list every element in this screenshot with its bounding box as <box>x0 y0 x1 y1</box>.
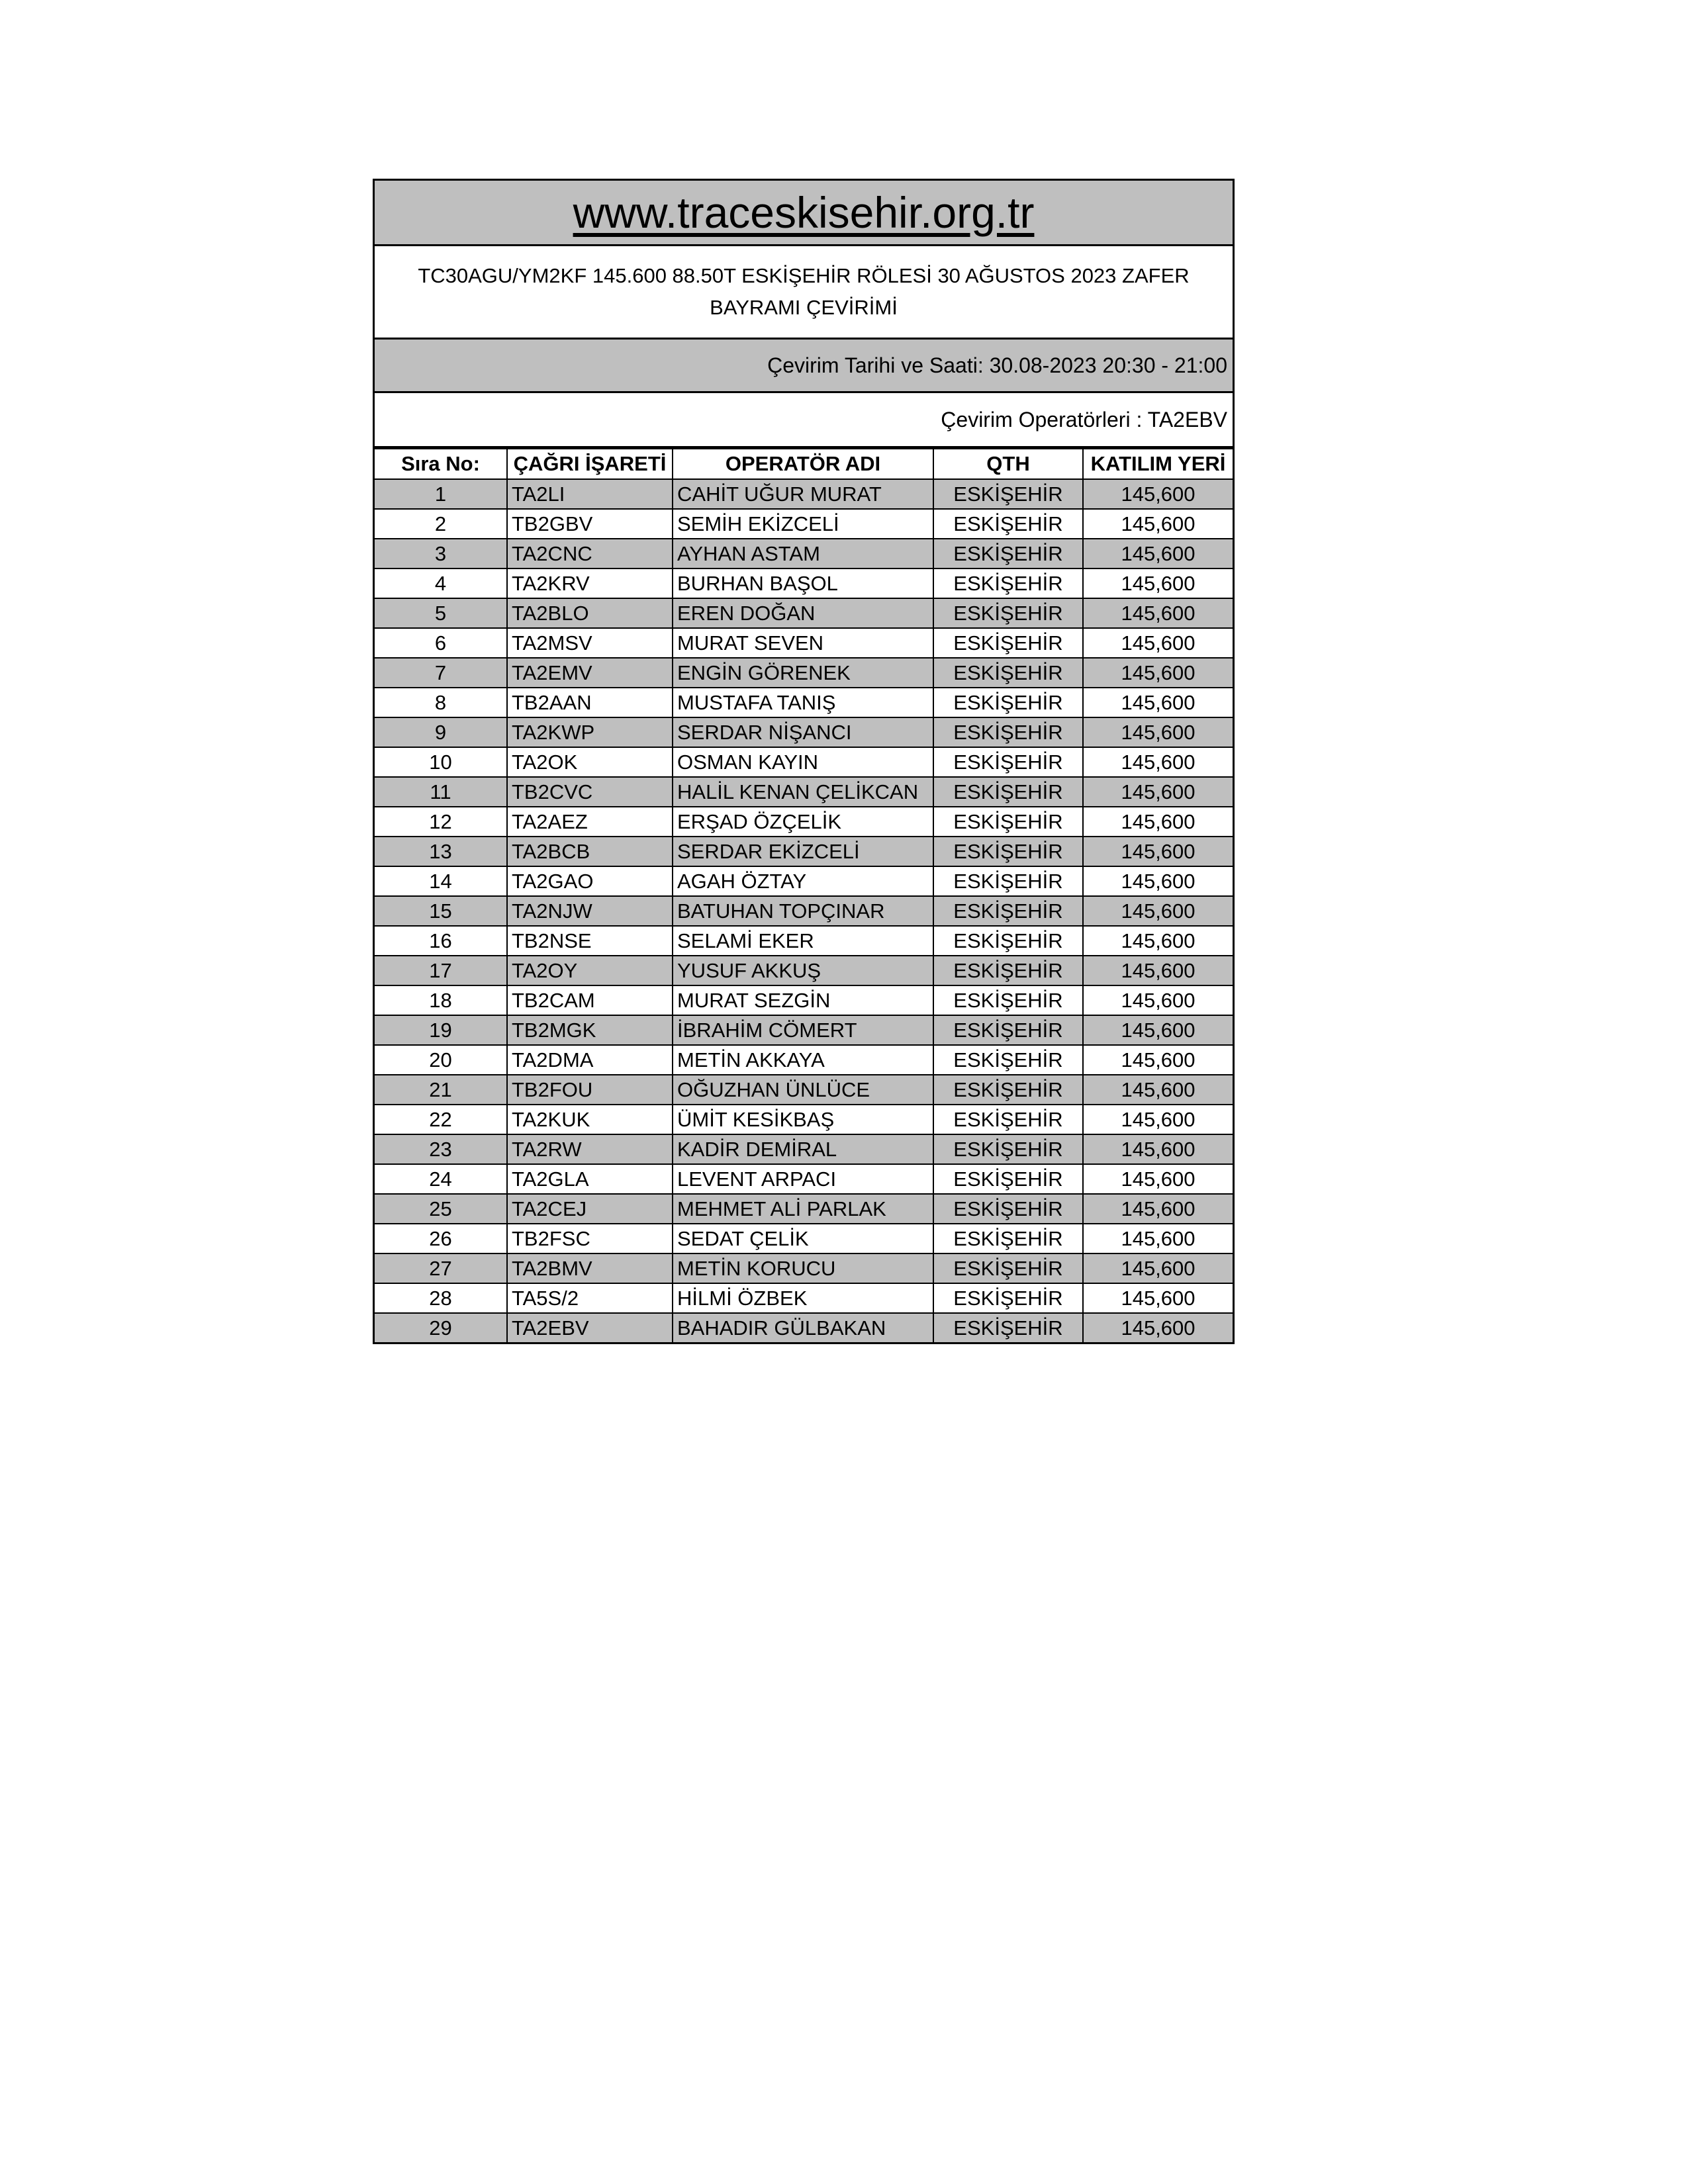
row-participation-cell: 145,600 <box>1083 807 1233 837</box>
row-operator-name-cell: SEDAT ÇELİK <box>673 1224 933 1253</box>
row-order-cell: 20 <box>375 1045 507 1075</box>
row-qth-cell: ESKİŞEHİR <box>933 1253 1083 1283</box>
table-row <box>375 569 1233 598</box>
row-participation-cell: 145,600 <box>1083 1194 1233 1224</box>
row-operator-name-cell: MEHMET ALİ PARLAK <box>673 1194 933 1224</box>
row-participation-cell: 145,600 <box>1083 777 1233 807</box>
row-order-cell: 7 <box>375 658 507 688</box>
column-header-order: Sıra No: <box>375 449 507 479</box>
row-participation-cell: 145,600 <box>1083 985 1233 1015</box>
row-qth-cell: ESKİŞEHİR <box>933 985 1083 1015</box>
row-operator-name-cell: HALİL KENAN ÇELİKCAN <box>673 777 933 807</box>
row-callsign-cell: TB2AAN <box>507 688 673 717</box>
table-row <box>375 688 1233 717</box>
row-operator-name-cell: METİN KORUCU <box>673 1253 933 1283</box>
row-qth-cell: ESKİŞEHİR <box>933 747 1083 777</box>
row-participation-cell: 145,600 <box>1083 658 1233 688</box>
table-row <box>375 956 1233 985</box>
row-callsign-cell: TB2CVC <box>507 777 673 807</box>
row-operator-name-cell: SERDAR EKİZCELİ <box>673 837 933 866</box>
table-row <box>375 598 1233 628</box>
table-row <box>375 807 1233 837</box>
row-order-cell: 5 <box>375 598 507 628</box>
row-qth-cell: ESKİŞEHİR <box>933 569 1083 598</box>
net-date-time: Çevirim Tarihi ve Saati: 30.08-2023 20:30 - 21:00 <box>375 340 1233 393</box>
table-row <box>375 1313 1233 1342</box>
table-row <box>375 539 1233 569</box>
row-participation-cell: 145,600 <box>1083 1075 1233 1105</box>
row-participation-cell: 145,600 <box>1083 837 1233 866</box>
row-operator-name-cell: HİLMİ ÖZBEK <box>673 1283 933 1313</box>
row-qth-cell: ESKİŞEHİR <box>933 807 1083 837</box>
net-operators: Çevirim Operatörleri : TA2EBV <box>375 393 1233 448</box>
row-callsign-cell: TB2FOU <box>507 1075 673 1105</box>
row-participation-cell: 145,600 <box>1083 956 1233 985</box>
table-row <box>375 1253 1233 1283</box>
row-callsign-cell: TB2FSC <box>507 1224 673 1253</box>
row-callsign-cell: TB2MGK <box>507 1015 673 1045</box>
column-header-qth: QTH <box>933 449 1083 479</box>
row-operator-name-cell: MURAT SEZGİN <box>673 985 933 1015</box>
row-participation-cell: 145,600 <box>1083 1224 1233 1253</box>
row-operator-name-cell: AYHAN ASTAM <box>673 539 933 569</box>
row-participation-cell: 145,600 <box>1083 1015 1233 1045</box>
row-callsign-cell: TA2EMV <box>507 658 673 688</box>
table-row <box>375 777 1233 807</box>
row-operator-name-cell: İBRAHİM CÖMERT <box>673 1015 933 1045</box>
row-callsign-cell: TB2NSE <box>507 926 673 956</box>
row-qth-cell: ESKİŞEHİR <box>933 1075 1083 1105</box>
row-operator-name-cell: ÜMİT KESİKBAŞ <box>673 1105 933 1134</box>
table-row <box>375 479 1233 509</box>
row-operator-name-cell: OSMAN KAYIN <box>673 747 933 777</box>
row-operator-name-cell: MUSTAFA TANIŞ <box>673 688 933 717</box>
row-callsign-cell: TA2KUK <box>507 1105 673 1134</box>
row-operator-name-cell: BURHAN BAŞOL <box>673 569 933 598</box>
row-callsign-cell: TA2CNC <box>507 539 673 569</box>
row-participation-cell: 145,600 <box>1083 1045 1233 1075</box>
net-subtitle: TC30AGU/YM2KF 145.600 88.50T ESKİŞEHİR RÖLESİ 30 AĞUSTOS 2023 ZAFER BAYRAMI ÇEVİRİMİ <box>375 246 1233 340</box>
row-participation-cell: 145,600 <box>1083 688 1233 717</box>
table-body <box>375 479 1233 1342</box>
row-participation-cell: 145,600 <box>1083 1253 1233 1283</box>
row-callsign-cell: TA2AEZ <box>507 807 673 837</box>
row-operator-name-cell: SEMİH EKİZCELİ <box>673 509 933 539</box>
row-order-cell: 23 <box>375 1134 507 1164</box>
row-participation-cell: 145,600 <box>1083 479 1233 509</box>
row-qth-cell: ESKİŞEHİR <box>933 1045 1083 1075</box>
row-participation-cell: 145,600 <box>1083 569 1233 598</box>
row-order-cell: 25 <box>375 1194 507 1224</box>
row-callsign-cell: TA2CEJ <box>507 1194 673 1224</box>
table-row <box>375 1283 1233 1313</box>
table-row <box>375 1105 1233 1134</box>
row-order-cell: 17 <box>375 956 507 985</box>
row-qth-cell: ESKİŞEHİR <box>933 926 1083 956</box>
row-qth-cell: ESKİŞEHİR <box>933 628 1083 658</box>
row-qth-cell: ESKİŞEHİR <box>933 1015 1083 1045</box>
row-order-cell: 6 <box>375 628 507 658</box>
row-callsign-cell: TA2KWP <box>507 717 673 747</box>
row-order-cell: 22 <box>375 1105 507 1134</box>
row-callsign-cell: TA2GLA <box>507 1164 673 1194</box>
row-callsign-cell: TA2BLO <box>507 598 673 628</box>
row-qth-cell: ESKİŞEHİR <box>933 539 1083 569</box>
table-row <box>375 926 1233 956</box>
table-header-row <box>375 449 1233 479</box>
table-row <box>375 1194 1233 1224</box>
row-participation-cell: 145,600 <box>1083 747 1233 777</box>
row-qth-cell: ESKİŞEHİR <box>933 777 1083 807</box>
row-qth-cell: ESKİŞEHİR <box>933 896 1083 926</box>
row-order-cell: 9 <box>375 717 507 747</box>
row-qth-cell: ESKİŞEHİR <box>933 1224 1083 1253</box>
row-qth-cell: ESKİŞEHİR <box>933 658 1083 688</box>
table-row <box>375 985 1233 1015</box>
website-title[interactable]: www.traceskisehir.org.tr <box>375 181 1233 246</box>
row-order-cell: 19 <box>375 1015 507 1045</box>
table-row <box>375 1015 1233 1045</box>
row-qth-cell: ESKİŞEHİR <box>933 598 1083 628</box>
row-order-cell: 16 <box>375 926 507 956</box>
row-order-cell: 8 <box>375 688 507 717</box>
row-participation-cell: 145,600 <box>1083 926 1233 956</box>
row-participation-cell: 145,600 <box>1083 1283 1233 1313</box>
column-header-operator-name: OPERATÖR ADI <box>673 449 933 479</box>
table-row <box>375 509 1233 539</box>
row-participation-cell: 145,600 <box>1083 1134 1233 1164</box>
row-order-cell: 2 <box>375 509 507 539</box>
row-callsign-cell: TA2NJW <box>507 896 673 926</box>
row-qth-cell: ESKİŞEHİR <box>933 1283 1083 1313</box>
row-callsign-cell: TA2OY <box>507 956 673 985</box>
row-callsign-cell: TA2GAO <box>507 866 673 896</box>
row-qth-cell: ESKİŞEHİR <box>933 479 1083 509</box>
row-participation-cell: 145,600 <box>1083 598 1233 628</box>
row-callsign-cell: TA2BMV <box>507 1253 673 1283</box>
row-participation-cell: 145,600 <box>1083 1105 1233 1134</box>
row-qth-cell: ESKİŞEHİR <box>933 866 1083 896</box>
row-operator-name-cell: MURAT SEVEN <box>673 628 933 658</box>
row-order-cell: 13 <box>375 837 507 866</box>
column-header-participation: KATILIM YERİ <box>1083 449 1233 479</box>
row-order-cell: 3 <box>375 539 507 569</box>
row-operator-name-cell: SERDAR NİŞANCI <box>673 717 933 747</box>
row-operator-name-cell: BATUHAN TOPÇINAR <box>673 896 933 926</box>
row-participation-cell: 145,600 <box>1083 1313 1233 1342</box>
row-operator-name-cell: YUSUF AKKUŞ <box>673 956 933 985</box>
row-order-cell: 26 <box>375 1224 507 1253</box>
row-qth-cell: ESKİŞEHİR <box>933 1164 1083 1194</box>
table-row <box>375 717 1233 747</box>
row-participation-cell: 145,600 <box>1083 509 1233 539</box>
row-order-cell: 4 <box>375 569 507 598</box>
column-header-callsign: ÇAĞRI İŞARETİ <box>507 449 673 479</box>
row-operator-name-cell: OĞUZHAN ÜNLÜCE <box>673 1075 933 1105</box>
row-participation-cell: 145,600 <box>1083 628 1233 658</box>
table-row <box>375 628 1233 658</box>
row-participation-cell: 145,600 <box>1083 539 1233 569</box>
table-row <box>375 1134 1233 1164</box>
table-row <box>375 658 1233 688</box>
row-qth-cell: ESKİŞEHİR <box>933 509 1083 539</box>
table-row <box>375 1045 1233 1075</box>
table-row <box>375 837 1233 866</box>
row-qth-cell: ESKİŞEHİR <box>933 1105 1083 1134</box>
row-participation-cell: 145,600 <box>1083 717 1233 747</box>
row-order-cell: 10 <box>375 747 507 777</box>
row-callsign-cell: TA2EBV <box>507 1313 673 1342</box>
row-qth-cell: ESKİŞEHİR <box>933 1134 1083 1164</box>
row-operator-name-cell: AGAH ÖZTAY <box>673 866 933 896</box>
row-qth-cell: ESKİŞEHİR <box>933 956 1083 985</box>
row-order-cell: 14 <box>375 866 507 896</box>
row-participation-cell: 145,600 <box>1083 1164 1233 1194</box>
row-order-cell: 11 <box>375 777 507 807</box>
row-order-cell: 24 <box>375 1164 507 1194</box>
row-order-cell: 1 <box>375 479 507 509</box>
net-log-sheet <box>373 179 1235 1344</box>
table-row <box>375 896 1233 926</box>
row-operator-name-cell: SELAMİ EKER <box>673 926 933 956</box>
row-order-cell: 12 <box>375 807 507 837</box>
row-callsign-cell: TA2LI <box>507 479 673 509</box>
row-order-cell: 27 <box>375 1253 507 1283</box>
row-operator-name-cell: KADİR DEMİRAL <box>673 1134 933 1164</box>
row-order-cell: 28 <box>375 1283 507 1313</box>
row-operator-name-cell: ERŞAD ÖZÇELİK <box>673 807 933 837</box>
table-row <box>375 866 1233 896</box>
table-row <box>375 1075 1233 1105</box>
row-callsign-cell: TA2MSV <box>507 628 673 658</box>
row-operator-name-cell: CAHİT UĞUR MURAT <box>673 479 933 509</box>
row-callsign-cell: TA2OK <box>507 747 673 777</box>
row-operator-name-cell: ENGİN GÖRENEK <box>673 658 933 688</box>
table-row <box>375 747 1233 777</box>
row-order-cell: 15 <box>375 896 507 926</box>
participants-table <box>375 448 1233 1342</box>
row-callsign-cell: TA2DMA <box>507 1045 673 1075</box>
row-qth-cell: ESKİŞEHİR <box>933 717 1083 747</box>
row-order-cell: 18 <box>375 985 507 1015</box>
row-qth-cell: ESKİŞEHİR <box>933 1194 1083 1224</box>
row-operator-name-cell: EREN DOĞAN <box>673 598 933 628</box>
row-callsign-cell: TA2RW <box>507 1134 673 1164</box>
row-qth-cell: ESKİŞEHİR <box>933 688 1083 717</box>
row-order-cell: 29 <box>375 1313 507 1342</box>
row-operator-name-cell: BAHADIR GÜLBAKAN <box>673 1313 933 1342</box>
row-operator-name-cell: METİN AKKAYA <box>673 1045 933 1075</box>
table-row <box>375 1164 1233 1194</box>
row-participation-cell: 145,600 <box>1083 866 1233 896</box>
table-row <box>375 1224 1233 1253</box>
row-participation-cell: 145,600 <box>1083 896 1233 926</box>
row-qth-cell: ESKİŞEHİR <box>933 1313 1083 1342</box>
row-callsign-cell: TA5S/2 <box>507 1283 673 1313</box>
row-qth-cell: ESKİŞEHİR <box>933 837 1083 866</box>
row-operator-name-cell: LEVENT ARPACI <box>673 1164 933 1194</box>
row-callsign-cell: TA2BCB <box>507 837 673 866</box>
row-callsign-cell: TB2CAM <box>507 985 673 1015</box>
row-callsign-cell: TB2GBV <box>507 509 673 539</box>
row-callsign-cell: TA2KRV <box>507 569 673 598</box>
row-order-cell: 21 <box>375 1075 507 1105</box>
